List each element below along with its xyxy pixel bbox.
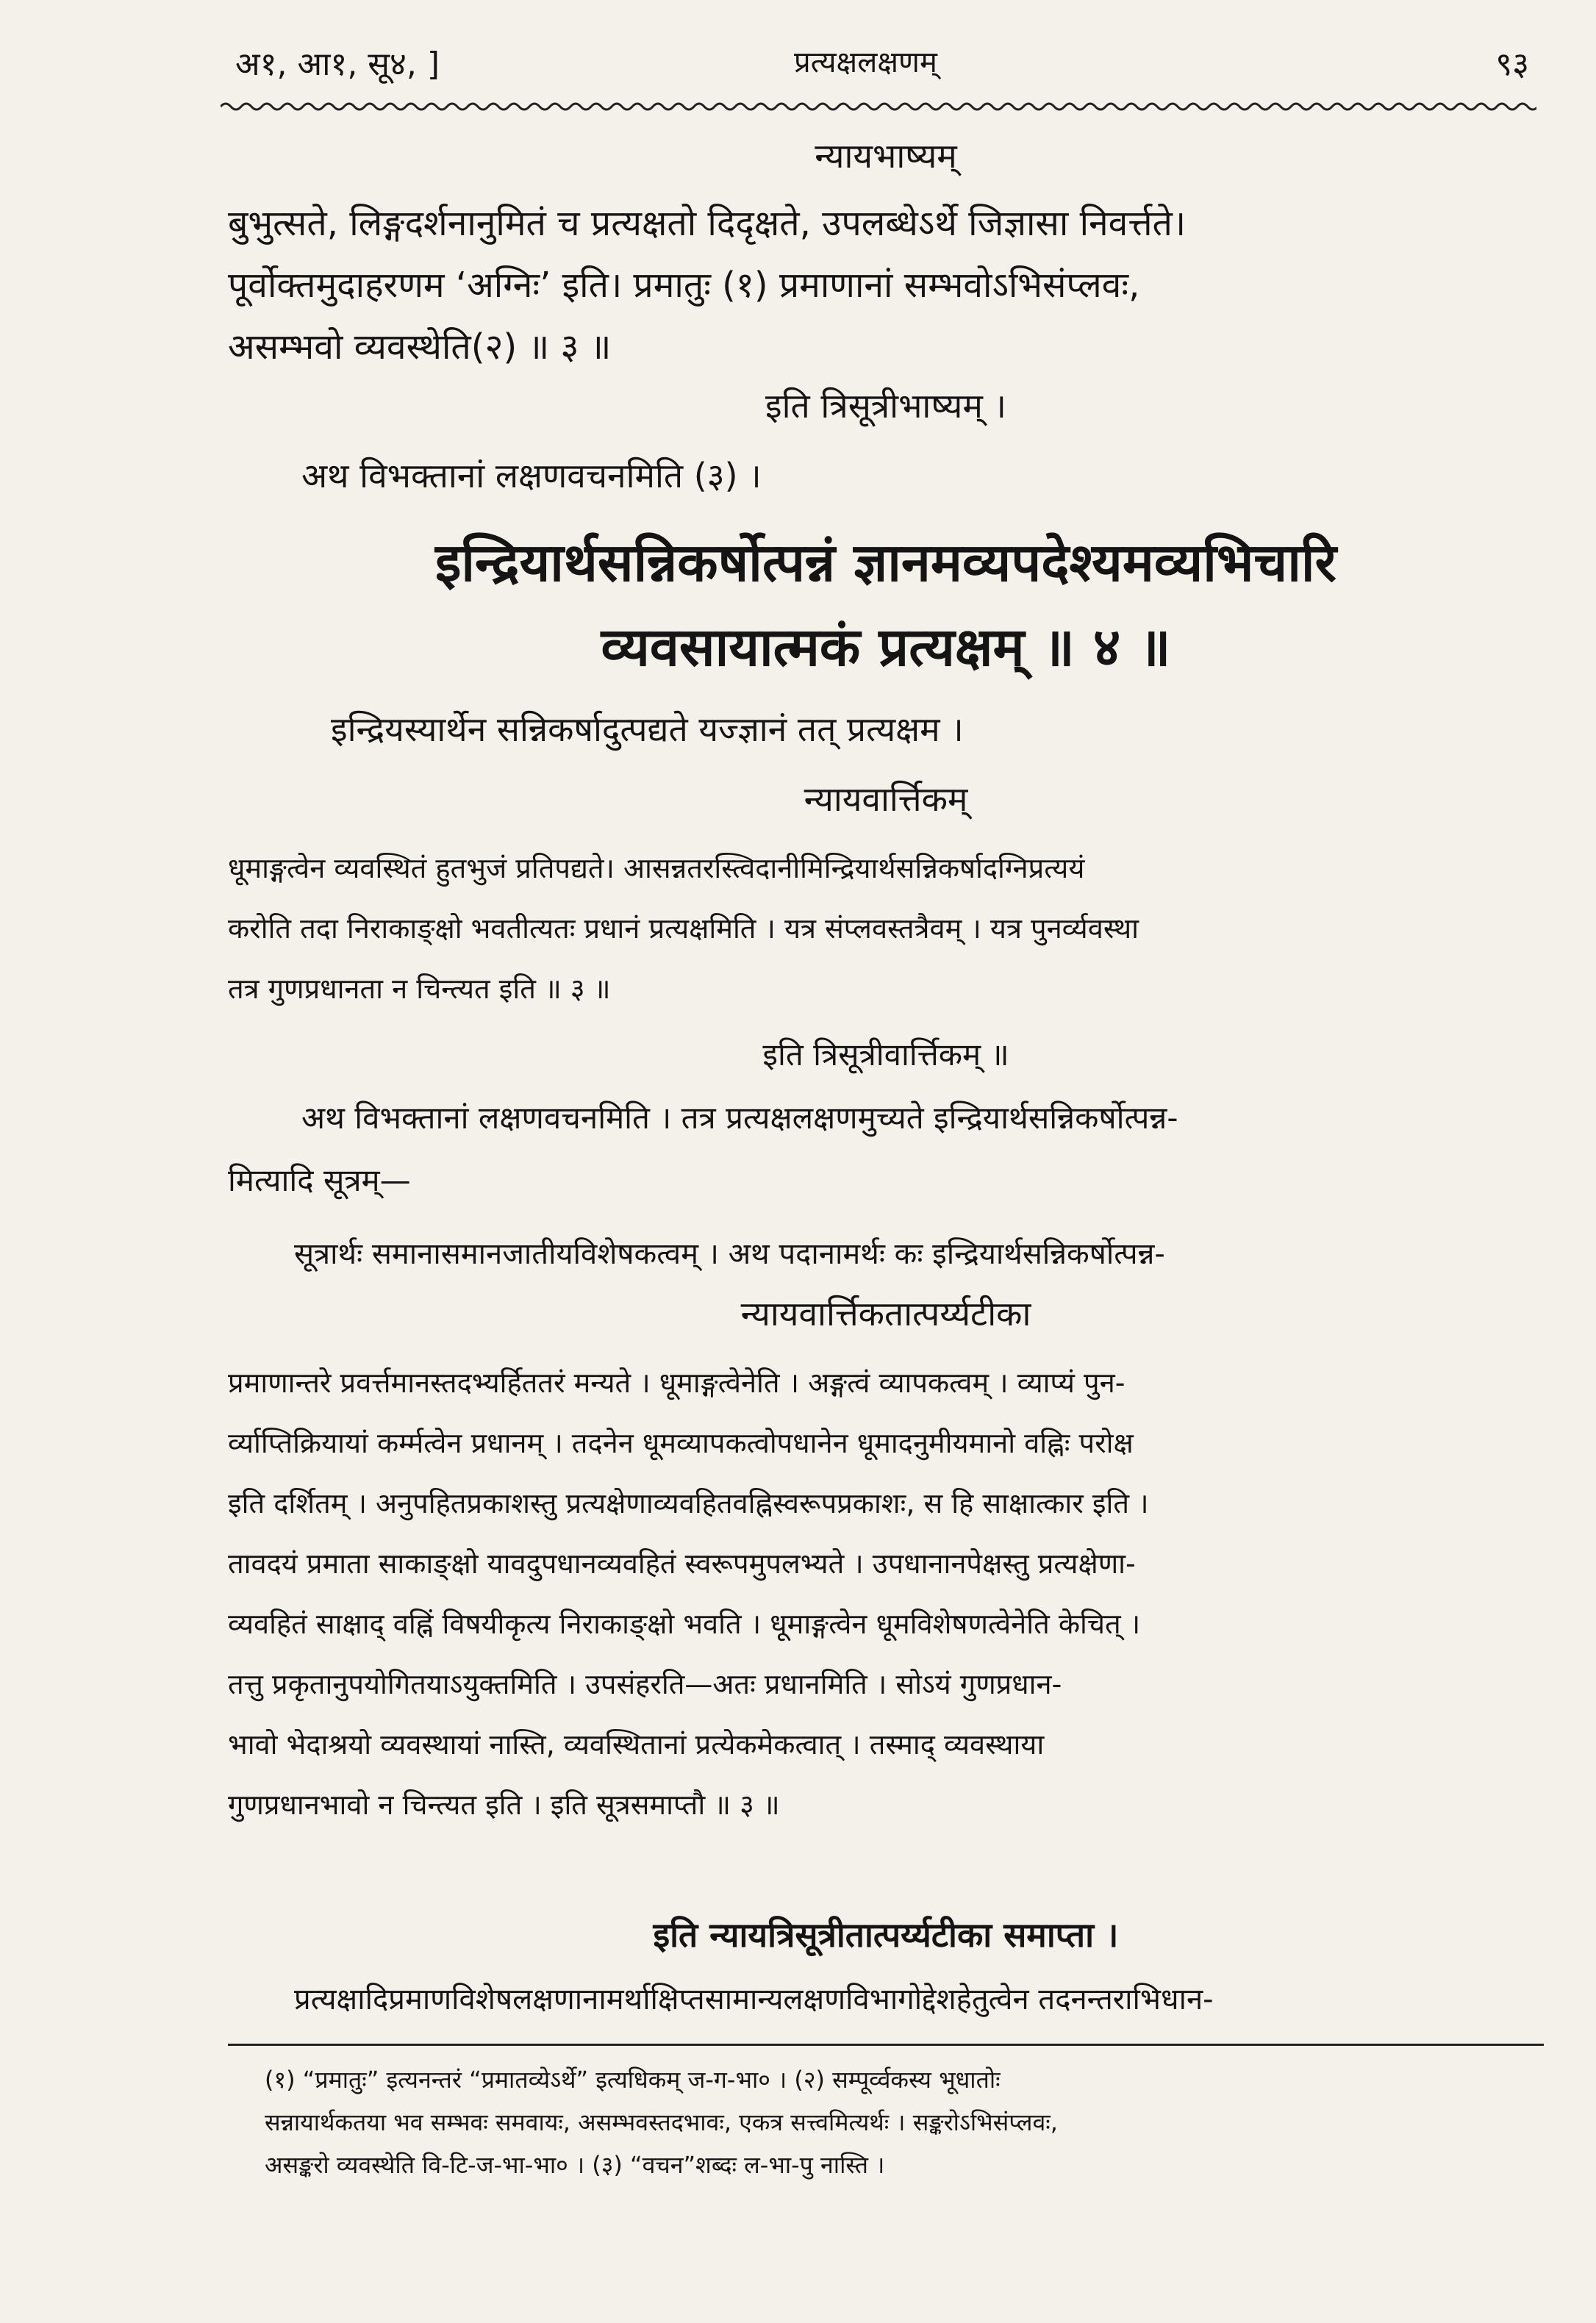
- vartika-closing: इति त्रिसूत्रीवार्त्तिकम् ॥: [762, 1037, 1009, 1073]
- tika-line: गुणप्रधानभावो न चिन्त्यत इति । इति सूत्रसमाप्तौ ॥ ३ ॥: [228, 1789, 780, 1821]
- tika-line: तावदयं प्रमाता साकाङ्क्षो यावदुपधानव्यवहितं स्वरूपमुपलभ्यते । उपधानानपेक्षस्तु प्रत्यक्षेणा-: [228, 1547, 1136, 1580]
- bhashya-intro: अथ विभक्तानां लक्षणवचनमिति (३) ।: [301, 456, 762, 495]
- bhashya-line: पूर्वोक्तमुदाहरणम ‘अग्निः’ इति। प्रमातुः (१) प्रमाणानां सम्भवोऽभिसंप्लवः,: [228, 265, 1140, 306]
- footnote-line: असङ्करो व्यवस्थेति वि-टि-ज-भा-भा० । (३) “वचन”शब्दः ल-भा-पु नास्ति ।: [265, 2151, 885, 2179]
- footnote-rule: [228, 2044, 1544, 2046]
- running-header: [235, 40, 1529, 92]
- bhashya-line: बुभुत्सते, लिङ्गदर्शनानुमितं च प्रत्यक्षतो दिदृक्षते, उपलब्धेऽर्थे जिज्ञासा निवर्त्तते।: [228, 203, 1187, 244]
- tika-line: तत्तु प्रकृतानुपयोगितयाऽयुक्तमिति । उपसंहरति—अतः प्रधानमिति । सोऽयं गुणप्रधान-: [228, 1668, 1062, 1700]
- vartika-intro-line: अथ विभक्तानां लक्षणवचनमिति । तत्र प्रत्यक्षलक्षणमुच्यते इन्द्रियार्थसन्निकर्षोत्पन्न-: [301, 1100, 1178, 1136]
- sutra-line-1: इन्द्रियार्थसन्निकर्षोत्पन्नं ज्ञानमव्यपदेश्यमव्यभिचारि: [435, 531, 1336, 593]
- footnote-line: सन्नायार्थकतया भव सम्भवः समवायः, असम्भवस्तदभावः, एकत्र सत्त्वमित्यर्थः । सङ्करोऽभिसंप्लवः,: [265, 2108, 1058, 2136]
- wavy-rule: [221, 96, 1536, 118]
- vartika-line: धूमाङ्गत्वेन व्यवस्थितं हुतभुजं प्रतिपद्यते। आसन्नतरस्त्विदानीमिन्द्रियार्थसन्निकर्षादग्निप्रत्ययं: [228, 852, 1085, 884]
- tika-line: इति दर्शितम् । अनुपहितप्रकाशस्तु प्रत्यक्षेणाव्यवहितवह्निस्वरूपप्रकाशः, स हि साक्षात्कार इति ।: [228, 1487, 1149, 1520]
- vartika-line: करोति तदा निराकाङ्क्षो भवतीत्यतः प्रधानं प्रत्यक्षमिति । यत्र संप्लवस्तत्रैवम् । यत्र पुनर्व्यवस्था: [228, 912, 1139, 945]
- tika-line: प्रमाणान्तरे प्रवर्त्तमानस्तदभ्यर्हिततरं मन्यते । धूमाङ्गत्वेनेति । अङ्गत्वं व्यापकत्वम् । व्याप्यं पुन-: [228, 1367, 1126, 1399]
- vartika-intro: [228, 1088, 1544, 1148]
- tika-closing: इति न्यायत्रिसूत्रीतात्पर्य्यटीका समाप्ता ।: [653, 1915, 1119, 1955]
- footnotes: [265, 2058, 1529, 2186]
- footnote-line: (१) “प्रमातुः” इत्यनन्तरं “प्रमातव्येऽर्थे” इत्यधिकम् ज-ग-भा० । (२) सम्पूर्व्वकस्य भूधातोः: [265, 2066, 1001, 2094]
- tika-line: र्व्याप्तिक्रियायां कर्म्मत्वेन प्रधानम् । तदनेन धूमव्यापकत्वोपधानेन धूमादनुमीयमानो वह्निः परोक्ष: [228, 1427, 1134, 1459]
- tika-heading: न्यायवार्त्तिकतात्पर्य्यटीका: [740, 1294, 1031, 1334]
- bhashya-text: [228, 193, 1544, 378]
- tika-line: भावो भेदाश्रयो व्यवस्थायां नास्ति, व्यवस्थितानां प्रत्येकमेकत्वात् । तस्माद् व्यवस्थाया: [228, 1728, 1045, 1761]
- vartika-heading: न्यायवार्त्तिकम्: [804, 779, 968, 819]
- sutra-gloss: इन्द्रियस्यार्थेन सन्निकर्षादुत्पद्यते यज्ज्ञानं तत् प्रत्यक्षम ।: [331, 709, 964, 749]
- continuation-line: प्रत्यक्षादिप्रमाणविशेषलक्षणानामर्थाक्षिप्तसामान्यलक्षणविभागोद्देशहेतुत्वेन तदनन्तराभिधान-: [294, 1983, 1214, 2016]
- vartika-intro-cont: मित्यादि सूत्रम्—: [228, 1162, 411, 1198]
- sutrartha-line: सूत्रार्थः समानासमानजातीयविशेषकत्वम् । अथ पदानामर्थः कः इन्द्रियार्थसन्निकर्षोत्पन्न-: [294, 1237, 1165, 1271]
- bhashya-closing: इति त्रिसूत्रीभाष्यम् ।: [765, 386, 1006, 426]
- sutra-line-2: व्यवसायात्मकं प्रत्यक्षम् ॥ ४ ॥: [601, 616, 1171, 678]
- tika-line: व्यवहितं साक्षाद् वह्निं विषयीकृत्य निराकाङ्क्षो भवति । धूमाङ्गत्वेन धूमविशेषणत्वेनेति केचित् ।: [228, 1608, 1141, 1640]
- vartika-line: तत्र गुणप्रधानता न चिन्त्यत इति ॥ ३ ॥: [228, 973, 611, 1005]
- header-title: प्रत्यक्षलक्षणम्: [794, 46, 937, 79]
- bhashya-line: असम्भवो व्यवस्थेति(२) ॥ ३ ॥: [228, 326, 612, 368]
- header-sutra-reference: अ१, आ१, सू४, ]: [235, 46, 440, 83]
- bhashya-heading: न्यायभाष्यम्: [815, 136, 957, 176]
- page-number: ९३: [1495, 46, 1529, 83]
- vartika-text: [228, 838, 1544, 1019]
- tika-text: [228, 1353, 1544, 1835]
